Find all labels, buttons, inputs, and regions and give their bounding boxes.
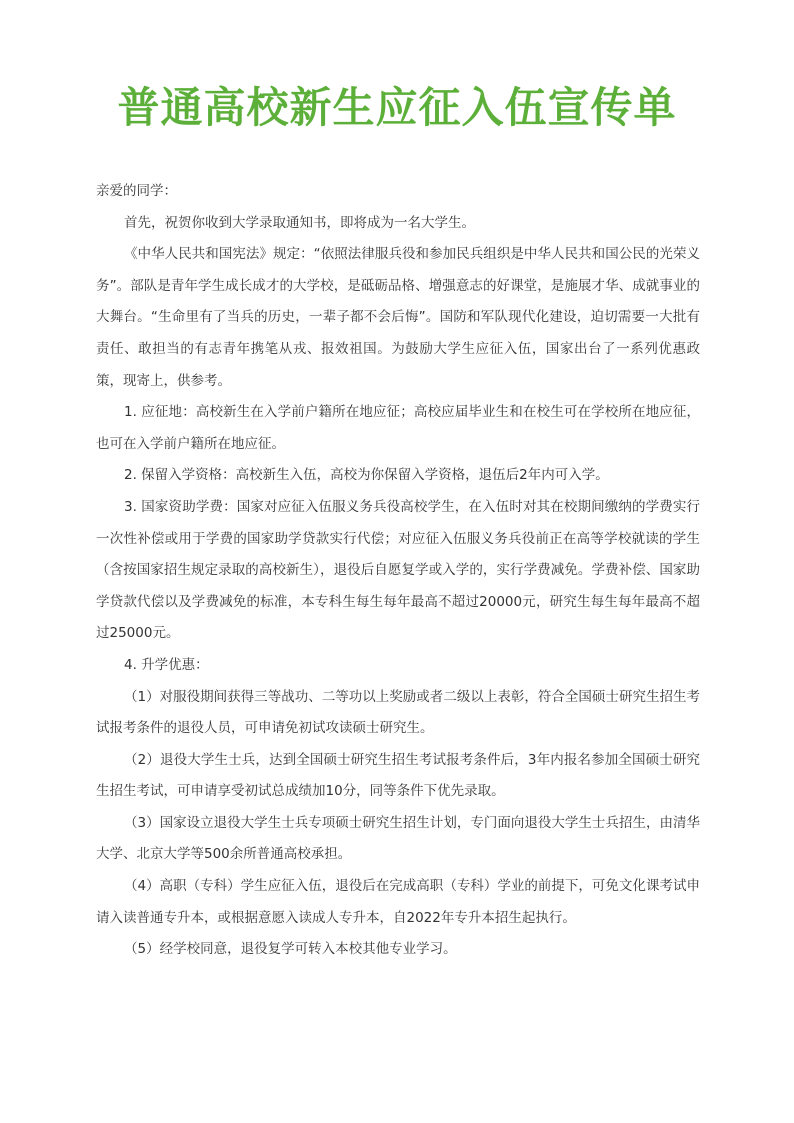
paragraph-further-study-1: （1）对服役期间获得三等战功、二等功以上奖励或者二级以上表彰，符合全国硕士研究生招生考试报考条件的退役人员，可申请免初试攻读硕士研究生。 [96,688,700,737]
document-body [96,176,700,966]
page-title: 普通高校新生应征入伍宣传单 [117,83,677,132]
paragraph-further-study-5: （5）经学校同意，退役复学可转入本校其他专业学习。 [124,941,457,958]
paragraph-tuition-aid: 3. 国家资助学费：国家对应征入伍服义务兵役高校学生，在入伍时对其在校期间缴纳的学费实行一次性补偿或用于学费的国家助学贷款实行代偿；对应征入伍服义务兵役前正在高等学校就读的学生（含按国家招生规定录取的高校新生），退役后自愿复学或入学的，实行学费减免。学费补偿、国家助学贷款代偿以及学费减免的标准，本专科生每生每年最高不超过20000元，研究生每生每年最高不超过25000元。 [96,498,700,642]
paragraph-congratulations: 首先，祝贺你收到大学录取通知书，即将成为一名大学生。 [124,214,475,231]
paragraph-constitution: 《中华人民共和国宪法》规定：“依照法律服兵役和参加民兵组织是中华人民共和国公民的光荣义务”。部队是青年学生成长成才的大学校，是砥砺品格、增强意志的好课堂，是施展才华、成就事业的大舞台。“生命里有了当兵的历史，一辈子都不会后悔”。国防和军队现代化建设，迫切需要一大批有责任、敢担当的有志青年携笔从戎、报效祖国。为鼓励大学生应征入伍，国家出台了一系列优惠政策，现寄上，供参考。 [96,246,700,389]
paragraph-further-study-2: （2）退役大学生士兵，达到全国硕士研究生招生考试报考条件后，3年内报名参加全国硕士研究生招生考试，可申请享受初试总成绩加10分，同等条件下优先录取。 [96,751,700,800]
paragraph-enrollment-retention: 2. 保留入学资格：高校新生入伍，高校为你保留入学资格，退伍后2年内可入学。 [124,467,609,484]
paragraph-further-study-3: （3）国家设立退役大学生士兵专项硕士研究生招生计划，专门面向退役大学生士兵招生，由清华大学、北京大学等500余所普通高校承担。 [96,814,700,863]
paragraph-further-study-heading: 4. 升学优惠： [124,656,209,673]
paragraph-enlistment-location: 1. 应征地：高校新生在入学前户籍所在地应征；高校应届毕业生和在校生可在学校所在地应征，也可在入学前户籍所在地应征。 [96,404,700,452]
salutation: 亲爱的同学： [96,183,177,199]
paragraph-further-study-4: （4）高职（专科）学生应征入伍，退役后在完成高职（专科）学业的前提下，可免文化课考试申请入读普通专升本，或根据意愿入读成人专升本，自2022年专升本招生起执行。 [96,878,700,926]
